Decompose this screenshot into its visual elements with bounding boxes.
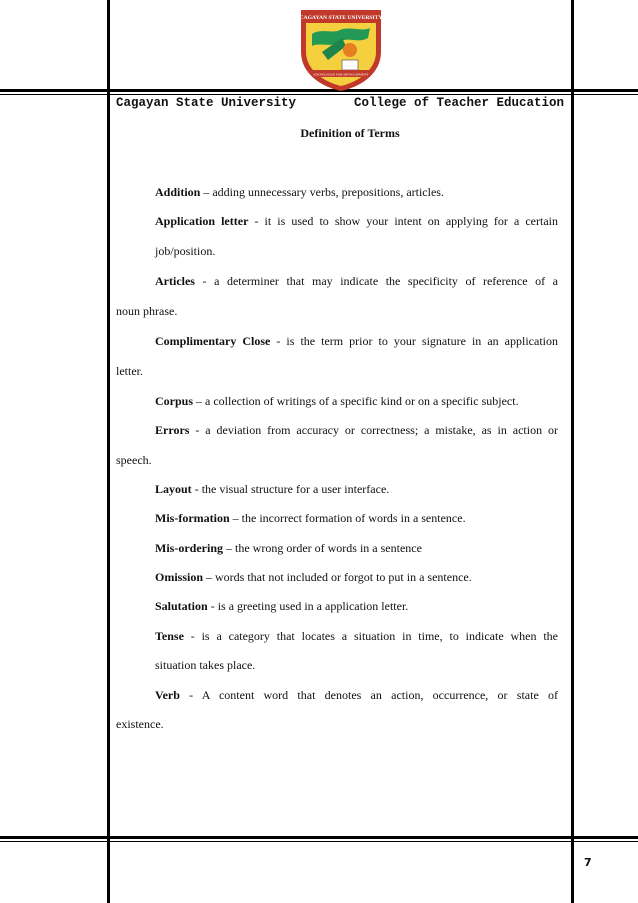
term-label: Errors (155, 423, 190, 437)
definition-text: a collection of writings of a specific kind or on a specific subject. (202, 394, 519, 408)
definition-text: adding unnecessary verbs, prepositions, articles. (209, 185, 444, 199)
definition-entry (155, 274, 558, 289)
term-separator: – (229, 511, 239, 525)
term-label: Omission (155, 570, 204, 584)
term-separator: - (207, 599, 215, 613)
term-separator: – (200, 185, 210, 199)
footer-rule-bottom (0, 841, 638, 842)
definition-entry (155, 423, 558, 438)
term-separator: - (179, 688, 194, 702)
definition-text: A content word that denotes an action, occurrence, or state of (193, 688, 559, 702)
definition-text: words that not included or forgot to put in a sentence. (212, 570, 472, 584)
term-label: Mis-formation (155, 511, 230, 525)
definition-entry (155, 334, 558, 349)
term-label: Articles (155, 274, 195, 288)
definition-entry (155, 570, 558, 585)
definition-continuation: situation takes place. (155, 658, 256, 672)
university-name: Cagayan State University (116, 96, 297, 110)
term-separator: - (183, 629, 195, 643)
definition-continuation: job/position. (155, 244, 216, 258)
term-separator: - (194, 274, 207, 288)
definition-continuation: speech. (116, 453, 152, 467)
definition-text: a deviation from accuracy or correctness; a mistake, as in action or (199, 423, 558, 437)
university-seal-logo (298, 8, 384, 92)
term-label: Addition (155, 185, 201, 199)
definition-entry (155, 394, 558, 409)
term-separator: - (270, 334, 281, 348)
header-rule-bottom (0, 94, 638, 95)
definition-text: the incorrect formation of words in a sentence. (238, 511, 466, 525)
definition-text: is a greeting used in a application letter. (214, 599, 409, 613)
definition-entry (155, 214, 558, 229)
definition-entry (155, 482, 558, 497)
term-label: Salutation (155, 599, 208, 613)
definition-entry (155, 599, 558, 614)
term-separator: - (191, 482, 199, 496)
term-label: Verb (155, 688, 180, 702)
definition-entry (155, 688, 558, 703)
footer-rule-top (0, 836, 638, 839)
page-number: 7 (584, 856, 592, 869)
term-label: Complimentary Close (155, 334, 271, 348)
term-separator: - (248, 214, 259, 228)
definition-text: is a category that locates a situation in time, to indicate when the (194, 629, 558, 643)
definition-continuation: letter. (116, 364, 143, 378)
term-separator: – (193, 394, 203, 408)
definition-entry (155, 511, 558, 526)
definition-text: the wrong order of words in a sentence (232, 541, 422, 555)
definition-entry (155, 185, 558, 200)
term-label: Application letter (155, 214, 249, 228)
definition-entry (155, 541, 558, 556)
term-label: Mis-ordering (155, 541, 223, 555)
term-label: Corpus (155, 394, 194, 408)
definition-continuation: noun phrase. (116, 304, 178, 318)
term-separator: – (223, 541, 232, 555)
term-label: Tense (155, 629, 184, 643)
page-title: Definition of Terms (300, 126, 400, 140)
term-separator: - (189, 423, 200, 437)
definition-continuation: existence. (116, 717, 164, 731)
definition-entry (155, 629, 558, 644)
term-label: Layout (155, 482, 192, 496)
college-name: College of Teacher Education (354, 96, 565, 110)
term-separator: – (203, 570, 213, 584)
definition-text: a determiner that may indicate the specificity of reference of a (206, 274, 559, 288)
definition-text: the visual structure for a user interface. (198, 482, 390, 496)
definition-text: it is used to show your intent on applying for a certain (258, 214, 558, 228)
svg-text:CAGAYAN STATE UNIVERSITY: CAGAYAN STATE UNIVERSITY (299, 15, 383, 21)
definition-text: is the term prior to your signature in an application (280, 334, 558, 348)
svg-text:KNOWLEDGE FOR DEVELOPMENT: KNOWLEDGE FOR DEVELOPMENT (313, 72, 369, 77)
